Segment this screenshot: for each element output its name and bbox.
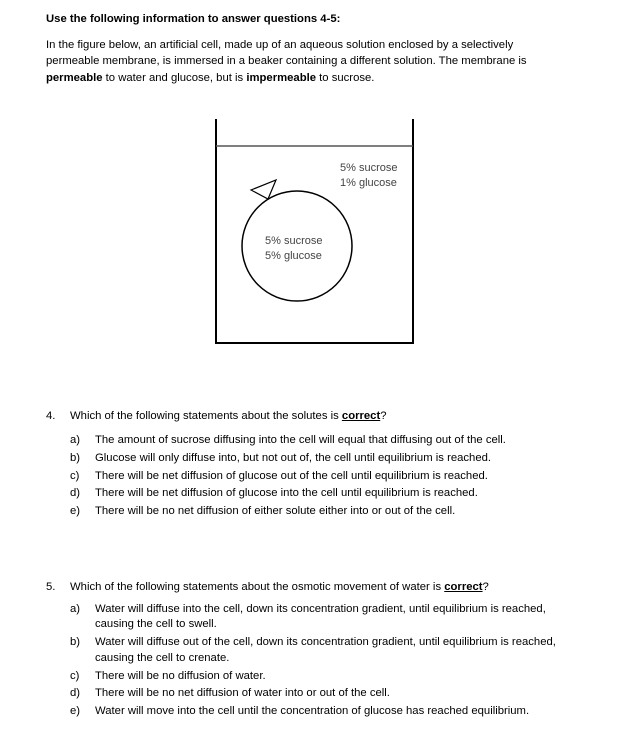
option-text: Glucose will only diffuse into, but not out of, the cell until equilibrium is reached. <box>95 452 492 464</box>
option-letter: e) <box>70 505 81 517</box>
option-letter: c) <box>70 670 80 682</box>
permeable-term: permeable <box>46 71 103 84</box>
inside-label-sucrose: 5% sucrose <box>265 235 323 247</box>
question-number: 4. <box>46 410 56 422</box>
option-letter: a) <box>70 603 81 615</box>
option-text: Water will diffuse out of the cell, down its concentration gradient, until equilibrium is reached, <box>95 636 556 648</box>
option-letter: c) <box>70 470 80 482</box>
option-letter: d) <box>70 687 81 699</box>
outside-label-glucose: 1% glucose <box>340 177 397 189</box>
intro-line-3: permeable to water and glucose, but is impermeable to sucrose. <box>46 71 375 84</box>
option-letter: d) <box>70 487 81 499</box>
option-text: Water will move into the cell until the concentration of glucose has reached equilibrium. <box>95 705 530 717</box>
emphasis-correct: correct <box>341 410 381 422</box>
option-letter: e) <box>70 705 81 717</box>
option-text-continued: causing the cell to crenate. <box>95 652 230 664</box>
question-number: 5. <box>46 581 56 593</box>
option-text: There will be no net diffusion of water into or out of the cell. <box>95 687 390 699</box>
option-text: Water will diffuse into the cell, down its concentration gradient, until equilibrium is reached, <box>95 603 546 615</box>
option-text: There will be no net diffusion of either solute either into or out of the cell. <box>95 505 456 517</box>
option-letter: b) <box>70 452 81 464</box>
intro-line-1: In the figure below, an artificial cell, made up of an aqueous solution enclosed by a selectively <box>46 39 514 51</box>
option-text: There will be no diffusion of water. <box>95 670 266 682</box>
option-letter: b) <box>70 636 81 648</box>
emphasis-correct: correct <box>444 581 483 593</box>
option-text-continued: causing the cell to swell. <box>95 618 217 630</box>
instructions-heading: Use the following information to answer questions 4-5: <box>46 13 341 25</box>
intro-line-2: permeable membrane, is immersed in a beaker containing a different solution. The membrane is <box>46 55 527 68</box>
option-text: The amount of sucrose diffusing into the cell will equal that diffusing out of the cell. <box>95 434 506 446</box>
inside-label-glucose: 5% glucose <box>265 250 322 262</box>
option-text: There will be net diffusion of glucose into the cell until equilibrium is reached. <box>95 487 478 499</box>
impermeable-term: impermeable <box>246 71 317 84</box>
question-stem: Which of the following statements about the osmotic movement of water is correct? <box>70 581 489 593</box>
option-text: There will be net diffusion of glucose out of the cell until equilibrium is reached. <box>95 470 488 482</box>
outside-label-sucrose: 5% sucrose <box>340 162 398 174</box>
question-stem: Which of the following statements about the solutes is correct? <box>70 410 387 422</box>
option-letter: a) <box>70 434 81 446</box>
